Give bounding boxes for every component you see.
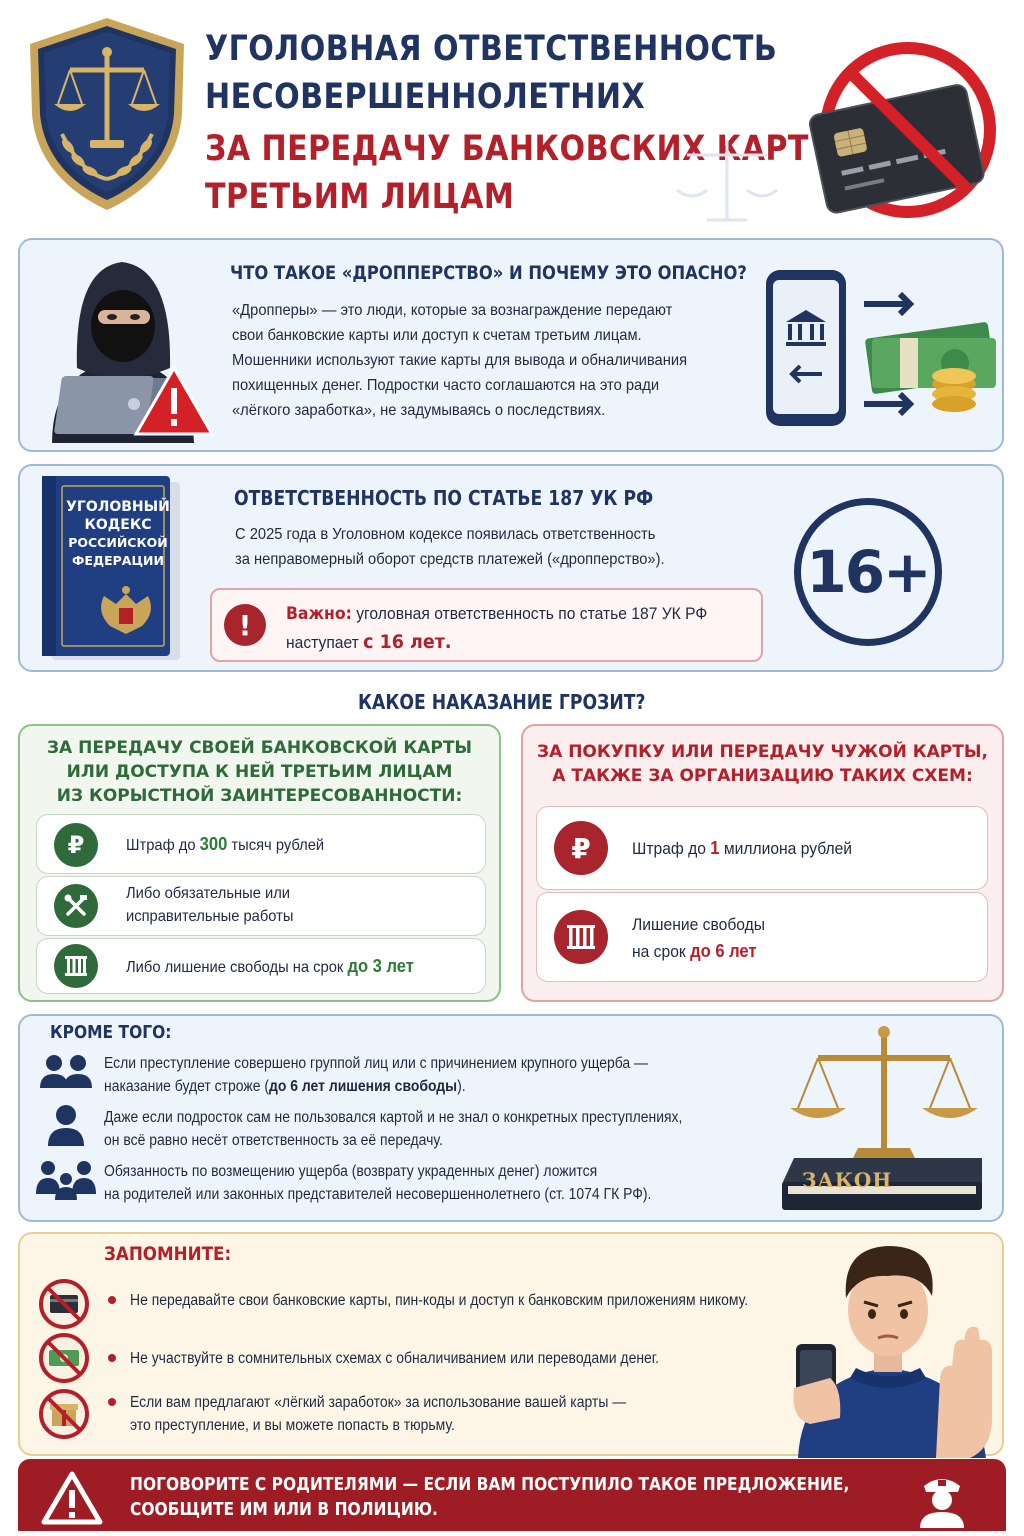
exclamation-icon: ! — [224, 604, 266, 646]
other-prison-text — [632, 912, 765, 965]
article-line: С 2025 года в Уголовном кодексе появилась ответственность — [235, 526, 656, 543]
article-text — [235, 522, 665, 572]
besides-item1-line1: Если преступление совершено группой лиц или с причинением крупного ущерба — — [104, 1055, 649, 1072]
no-cash-icon — [38, 1332, 90, 1384]
other-card-title — [521, 740, 1004, 788]
own-fine-pre: Штраф до — [126, 837, 200, 854]
besides-item1-em: до 6 лет лишения свободы — [268, 1078, 458, 1095]
besides-heading: КРОМЕ ТОГО: — [50, 1022, 172, 1043]
remember-item-1: Не передавайте свои банковские карты, пин-коды и доступ к банковским приложениям никому. — [130, 1292, 749, 1309]
dropper-line: «Дропперы» — это люди, которые за вознаграждение передают — [232, 302, 673, 319]
bullet-dot — [108, 1354, 116, 1362]
book-line: ФЕДЕРАЦИИ — [72, 553, 164, 568]
remember-item-2: Не участвуйте в сомнительных схемах с обналичиванием или переводами денег. — [130, 1350, 660, 1367]
own-fine-amount: 300 — [199, 834, 228, 854]
important-text-2: наступает — [286, 633, 364, 652]
own-work-line: Либо обязательные или — [126, 885, 291, 902]
dropper-line: свои банковские карты или доступ к счетам третьим лицам. — [232, 327, 642, 344]
teen-stop-gesture-icon — [780, 1228, 1004, 1458]
book-line: УГОЛОВНЫЙ — [66, 499, 170, 515]
remember-item-3-line1: Если вам предлагают «лёгкий заработок» за использование вашей карты — — [130, 1394, 627, 1411]
ruble-icon — [54, 823, 98, 867]
phone-bank-transfer-icon — [760, 266, 1000, 438]
remember-item-3-line2: это преступление, и вы можете попасть в тюрьму. — [130, 1417, 455, 1434]
besides-item3-line1: Обязанность по возмещению ущерба (возврату украденных денег) ложится — [104, 1163, 598, 1180]
warning-triangle-icon — [40, 1470, 104, 1526]
besides-item1-line2 — [104, 1075, 466, 1098]
important-age: с 16 лет. — [363, 631, 452, 653]
bullet-dot — [108, 1398, 116, 1406]
no-bank-card-icon — [800, 40, 1005, 220]
own-card-title-line: ЗА ПЕРЕДАЧУ СВОЕЙ БАНКОВСКОЙ КАРТЫ — [46, 738, 473, 758]
own-work-line: исправительные работы — [126, 908, 294, 925]
tools-icon — [54, 884, 98, 928]
besides-item1-pre: наказание будет строже ( — [104, 1078, 269, 1095]
footer-line-1: ПОГОВОРИТЕ С РОДИТЕЛЯМИ — ЕСЛИ ВАМ ПОСТУПИЛО ТАКОЕ ПРЕДЛОЖЕНИЕ, — [130, 1474, 850, 1495]
ruble-glyph: ₽ — [571, 831, 591, 865]
other-fine-post: миллиона рублей — [719, 839, 853, 858]
title-line-2: НЕСОВЕРШЕННОЛЕТНИХ — [205, 77, 646, 117]
hacker-icon — [22, 248, 232, 448]
justice-shield-icon — [22, 14, 192, 214]
no-gift-icon — [38, 1388, 90, 1440]
article-heading: ОТВЕТСТВЕННОСТЬ ПО СТАТЬЕ 187 УК РФ — [234, 486, 654, 510]
other-prison-line: Лишение свободы — [632, 915, 765, 934]
article-line: за неправомерный оборот средств платежей («дропперство»). — [235, 551, 665, 568]
book-line: КОДЕКС — [84, 517, 152, 533]
bullet-dot — [108, 1296, 116, 1304]
book-title — [60, 498, 176, 570]
important-text-1: уголовная ответственность по статье 187 УК РФ — [351, 604, 708, 623]
remember-heading: ЗАПОМНИТЕ: — [104, 1243, 232, 1265]
besides-item3-line2: на родителей или законных представителей несовершеннолетнего (ст. 1074 ГК РФ). — [104, 1186, 652, 1203]
dropper-heading: ЧТО ТАКОЕ «ДРОППЕРСТВО» И ПОЧЕМУ ЭТО ОПАСНО? — [230, 262, 747, 284]
own-fine-text — [126, 832, 324, 858]
title-line-1: УГОЛОВНАЯ ОТВЕТСТВЕННОСТЬ — [205, 29, 778, 69]
title-line-4: ТРЕТЬИМ ЛИЦАМ — [205, 177, 515, 217]
footer-text — [130, 1472, 849, 1522]
important-text — [286, 600, 707, 657]
own-prison-text — [126, 954, 414, 980]
police-officer-icon — [914, 1470, 970, 1528]
footer-line-2: СООБЩИТЕ ИМ ИЛИ В ПОЛИЦИЮ. — [130, 1499, 438, 1520]
own-prison-term: до 3 лет — [347, 956, 414, 976]
important-label: Важно: — [286, 604, 352, 624]
scales-watermark-icon — [672, 130, 782, 230]
besides-item2-line2: он всё равно несёт ответственность за её передачу. — [104, 1132, 443, 1149]
other-fine-text — [632, 836, 852, 861]
other-fine-pre: Штраф до — [632, 839, 711, 858]
group-people-icon — [38, 1054, 94, 1090]
own-card-title — [18, 736, 501, 808]
other-prison-pre: на срок — [632, 942, 691, 961]
other-card-title-line: А ТАКЖЕ ЗА ОРГАНИЗАЦИЮ ТАКИХ СХЕМ: — [552, 766, 973, 786]
own-prison-pre: Либо лишение свободы на срок — [126, 959, 348, 976]
prison-bars-icon — [554, 910, 608, 964]
punishment-heading: КАКОЕ НАКАЗАНИЕ ГРОЗИТ? — [358, 690, 646, 714]
person-icon — [46, 1104, 86, 1146]
law-book-label: ЗАКОН — [802, 1168, 893, 1192]
dropper-line: «лёгкого заработка», не задумываясь о последствиях. — [232, 402, 606, 419]
ruble-glyph: ₽ — [67, 831, 85, 859]
dropper-line: Мошенники используют такие карты для вывода и обналичивания — [232, 352, 688, 369]
other-fine-amount: 1 — [710, 838, 720, 858]
prison-bars-icon — [54, 944, 98, 988]
other-card-title-line: ЗА ПОКУПКУ ИЛИ ПЕРЕДАЧУ ЧУЖОЙ КАРТЫ, — [537, 742, 988, 762]
book-line: РОССИЙСКОЙ — [68, 535, 168, 550]
age-badge-text: 16+ — [806, 538, 930, 606]
besides-item2-line1: Даже если подросток сам не пользовался картой и не знал о конкретных преступлениях, — [104, 1109, 683, 1126]
ruble-icon — [554, 821, 608, 875]
own-card-title-line: ИЗ КОРЫСТНОЙ ЗАИНТЕРЕСОВАННОСТИ: — [56, 786, 463, 806]
own-card-title-line: ИЛИ ДОСТУПА К НЕЙ ТРЕТЬИМ ЛИЦАМ — [66, 762, 453, 782]
dropper-line: похищенных денег. Подростки часто соглашаются на это ради — [232, 377, 660, 394]
no-card-icon — [38, 1278, 90, 1330]
dropper-text — [232, 298, 687, 423]
own-fine-post: тысяч рублей — [227, 837, 325, 854]
title-line-3: ЗА ПЕРЕДАЧУ БАНКОВСКИХ КАРТ — [205, 129, 809, 169]
family-icon — [36, 1160, 96, 1200]
besides-item1-post: ). — [457, 1078, 466, 1095]
age-badge — [794, 498, 942, 646]
other-prison-term: до 6 лет — [690, 941, 757, 961]
own-work-text — [126, 882, 293, 928]
